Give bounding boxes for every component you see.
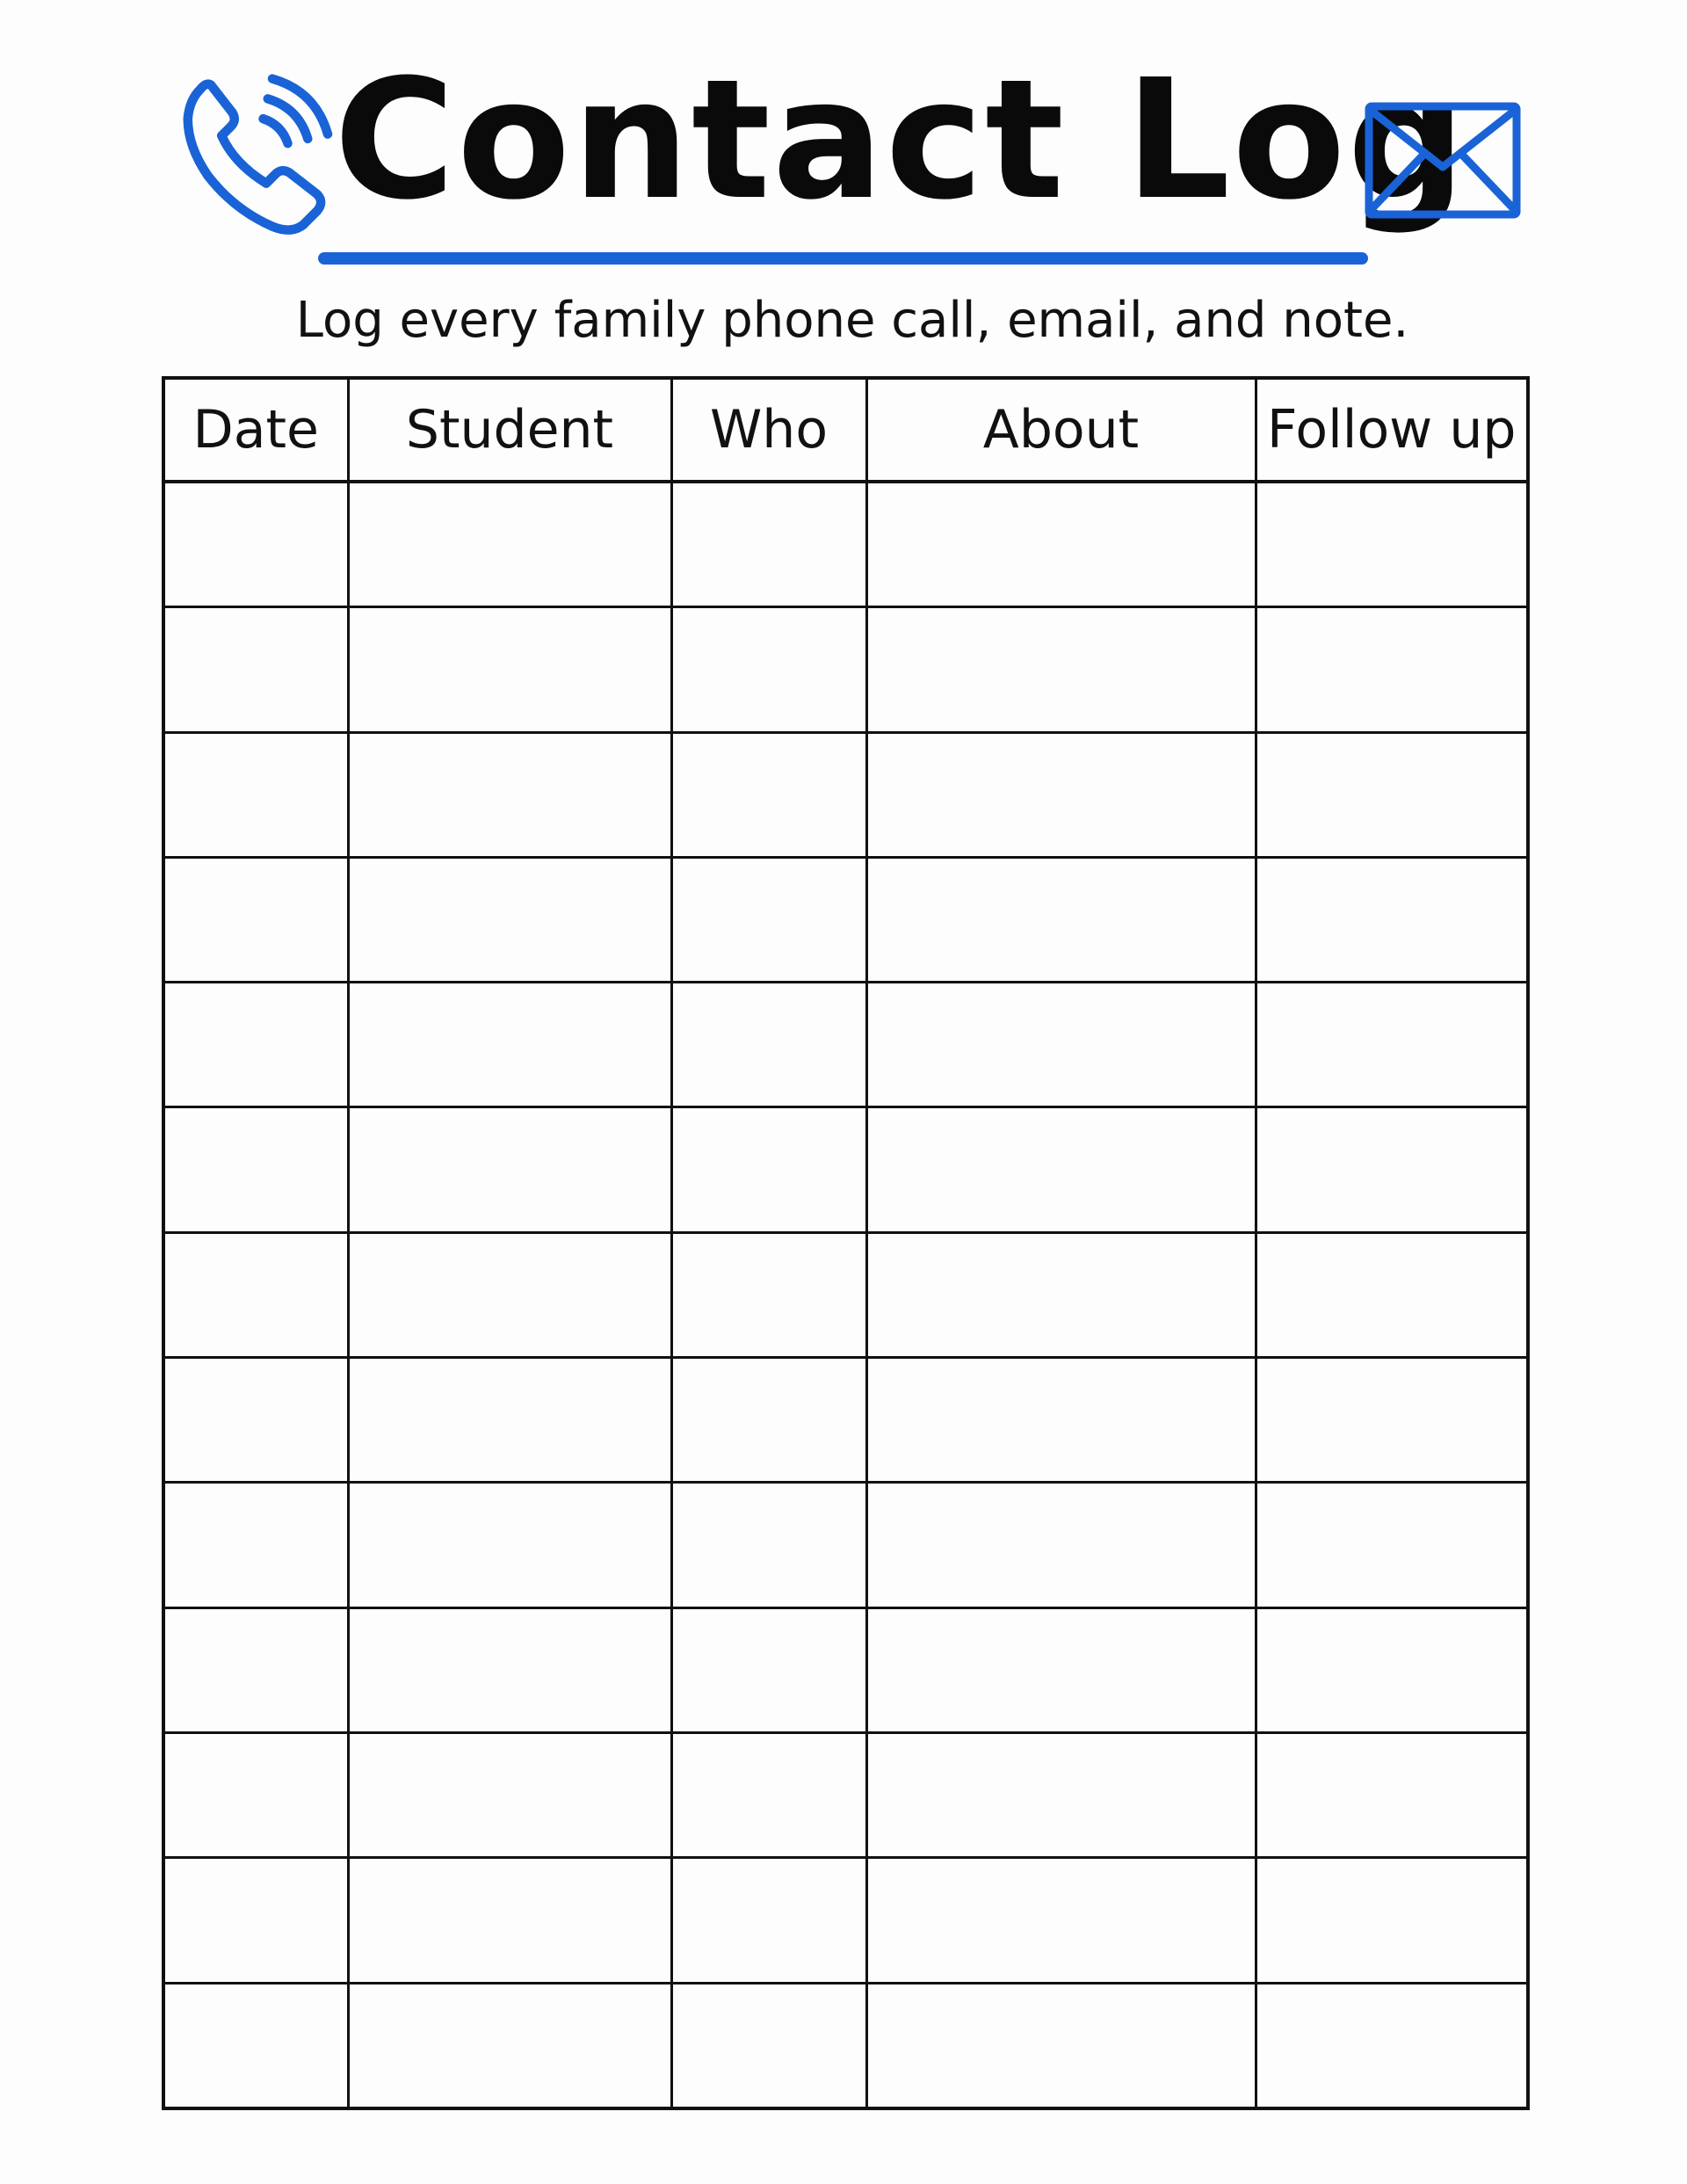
cell-follow-up[interactable] [1256,482,1528,607]
phone-icon [180,72,334,235]
cell-who[interactable] [671,732,866,857]
cell-about[interactable] [866,857,1256,982]
cell-about[interactable] [866,1232,1256,1357]
cell-about[interactable] [866,732,1256,857]
cell-follow-up[interactable] [1256,1983,1528,2108]
cell-who[interactable] [671,1858,866,1983]
cell-follow-up[interactable] [1256,1607,1528,1732]
cell-who[interactable] [671,607,866,732]
column-header-who: Who [671,378,866,482]
table-row [163,1107,1528,1232]
cell-date[interactable] [163,857,348,982]
cell-date[interactable] [163,1858,348,1983]
cell-student[interactable] [348,607,671,732]
cell-about[interactable] [866,1732,1256,1857]
table-row [163,1607,1528,1732]
cell-who[interactable] [671,482,866,607]
cell-date[interactable] [163,732,348,857]
cell-student[interactable] [348,482,671,607]
cell-who[interactable] [671,1732,866,1857]
cell-follow-up[interactable] [1256,732,1528,857]
cell-who[interactable] [671,1107,866,1232]
cell-about[interactable] [866,1607,1256,1732]
table-row [163,607,1528,732]
cell-follow-up[interactable] [1256,1732,1528,1857]
cell-who[interactable] [671,1983,866,2108]
cell-student[interactable] [348,983,671,1107]
cell-follow-up[interactable] [1256,1107,1528,1232]
table-body [163,482,1528,2108]
table-row [163,1983,1528,2108]
cell-follow-up[interactable] [1256,1358,1528,1483]
cell-date[interactable] [163,1732,348,1857]
cell-follow-up[interactable] [1256,1483,1528,1607]
table-row [163,1858,1528,1983]
table-row [163,983,1528,1107]
cell-follow-up[interactable] [1256,1232,1528,1357]
cell-who[interactable] [671,1607,866,1732]
contact-log-table [162,376,1530,2110]
table-row [163,732,1528,857]
table-row [163,1358,1528,1483]
cell-date[interactable] [163,1607,348,1732]
title-underline [318,252,1368,265]
cell-who[interactable] [671,857,866,982]
cell-about[interactable] [866,1483,1256,1607]
column-header-date: Date [163,378,348,482]
cell-date[interactable] [163,1358,348,1483]
cell-follow-up[interactable] [1256,857,1528,982]
table-header-row [163,378,1528,482]
cell-student[interactable] [348,1607,671,1732]
table-row [163,1483,1528,1607]
cell-student[interactable] [348,1483,671,1607]
cell-student[interactable] [348,1232,671,1357]
cell-student[interactable] [348,857,671,982]
cell-about[interactable] [866,983,1256,1107]
cell-about[interactable] [866,1983,1256,2108]
cell-student[interactable] [348,1358,671,1483]
cell-about[interactable] [866,1858,1256,1983]
cell-date[interactable] [163,1983,348,2108]
column-header-about: About [866,378,1256,482]
cell-about[interactable] [866,1107,1256,1232]
cell-date[interactable] [163,1232,348,1357]
cell-follow-up[interactable] [1256,983,1528,1107]
column-header-follow-up: Follow up [1256,378,1528,482]
cell-student[interactable] [348,1107,671,1232]
cell-student[interactable] [348,732,671,857]
cell-date[interactable] [163,1107,348,1232]
cell-who[interactable] [671,1358,866,1483]
cell-follow-up[interactable] [1256,607,1528,732]
cell-about[interactable] [866,482,1256,607]
cell-who[interactable] [671,983,866,1107]
cell-about[interactable] [866,1358,1256,1483]
cell-about[interactable] [866,607,1256,732]
envelope-icon [1364,101,1522,220]
cell-who[interactable] [671,1232,866,1357]
page-title: Contact Log [334,44,1467,236]
table-row [163,857,1528,982]
cell-follow-up[interactable] [1256,1858,1528,1983]
cell-student[interactable] [348,1858,671,1983]
table-row [163,1732,1528,1857]
cell-student[interactable] [348,1732,671,1857]
cell-student[interactable] [348,1983,671,2108]
cell-date[interactable] [163,983,348,1107]
table-row [163,1232,1528,1357]
page-subtitle: Log every family phone call, email, and note. [295,292,1409,349]
cell-date[interactable] [163,607,348,732]
cell-who[interactable] [671,1483,866,1607]
cell-date[interactable] [163,482,348,607]
table-row [163,482,1528,607]
cell-date[interactable] [163,1483,348,1607]
column-header-student: Student [348,378,671,482]
